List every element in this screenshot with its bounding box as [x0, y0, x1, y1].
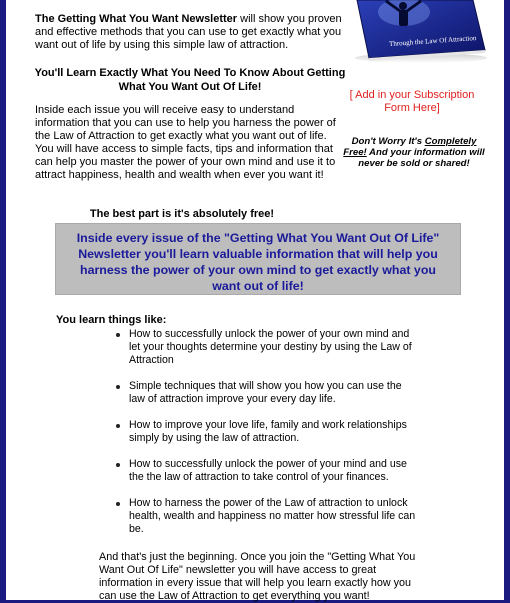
- privacy-note: [340, 136, 488, 169]
- ebook-cover-text: Through the Law Of Attraction: [388, 33, 477, 49]
- learn-heading: You'll Learn Exactly What You Need To Know About Getting What You Want Out Of Life!: [34, 67, 346, 93]
- ebook-cover-graphic: [349, 0, 487, 64]
- privacy-note-prefix: Don't Worry It's: [351, 136, 425, 147]
- callout-text: Inside every issue of the "Getting What You Want Out Of Life" Newsletter you'll learn valuable information that will help you harness the power of your own mind to get exactly what you want out of life!: [76, 231, 440, 293]
- intro-text: will show you proven and effective methods that you can use to get exactly what you want out of life by using this simple law of attraction.: [35, 13, 342, 51]
- benefits-list: [116, 328, 416, 549]
- learn-list-heading: You learn things like:: [56, 314, 167, 326]
- list-item: How to harness the power of the Law of attraction to unlock health, wealth and happiness no matter how stressful life can be.: [116, 497, 416, 536]
- list-item: How to improve your love life, family and work relationships simply by using the law of attraction.: [116, 419, 416, 445]
- privacy-note-rest: And your information will never be sold or shared!: [358, 147, 485, 169]
- page-content: [6, 0, 504, 600]
- list-item: How to successfully unlock the power of your mind and use the the law of attraction to take control of your finances.: [116, 458, 416, 484]
- closing-paragraph: And that's just the beginning. Once you join the "Getting What You Want Out Of Life" newsletter you will have access to great information in every issue that will help you learn exactly how you can use the Law of Attraction to get everything you want!: [99, 551, 416, 602]
- list-item: How to successfully unlock the power of your own mind and let your thoughts determine your destiny by using the Law of Attraction: [116, 328, 416, 367]
- list-item: Simple techniques that will show you how you can use the law of attraction improve your every day life.: [116, 380, 416, 406]
- subscription-form-placeholder[interactable]: [ Add in your Subscription Form Here]: [349, 89, 475, 114]
- inside-paragraph: Inside each issue you will receive easy to understand information that you can use to help you harness the power of the Law of Attraction to get exactly what you want out of life. You will have access to simple facts, tips and information that can help you master the power of your own mind and use it to attract happiness, health and wealth when ever you want it!: [35, 104, 336, 181]
- newsletter-name: The Getting What You Want Newsletter: [35, 13, 238, 25]
- free-emphasis: Completely Free!: [343, 136, 477, 158]
- best-part-text: The best part is it's absolutely free!: [89, 208, 275, 220]
- intro-paragraph: [35, 13, 343, 52]
- callout-box: [55, 223, 461, 295]
- ebook-cover-image: [349, 0, 487, 64]
